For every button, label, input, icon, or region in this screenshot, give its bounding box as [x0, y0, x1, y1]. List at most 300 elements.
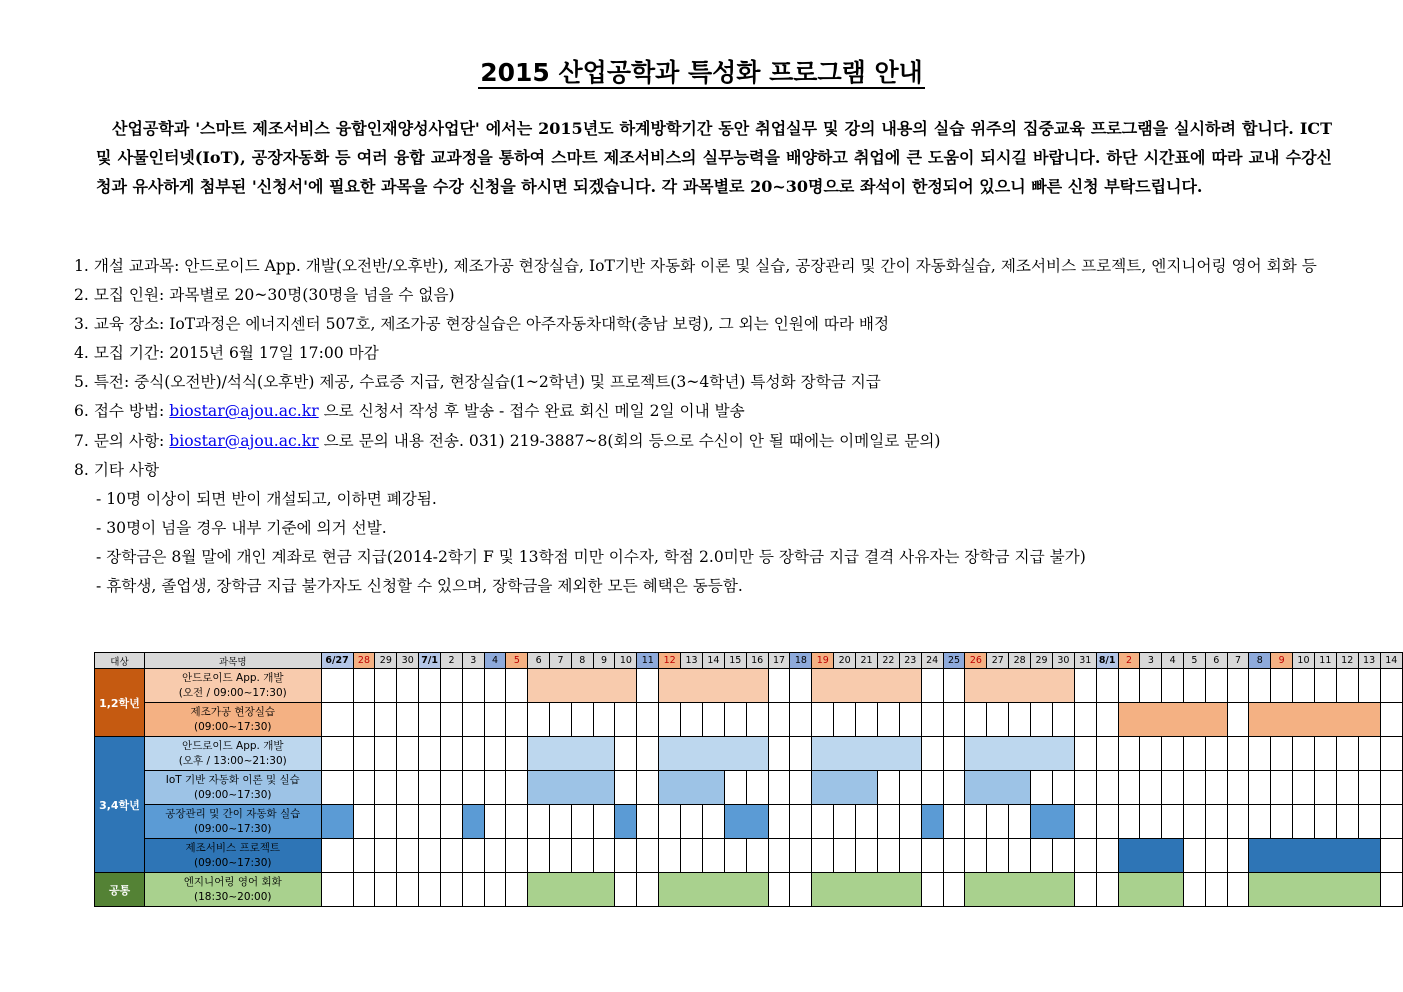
- day-cell: [1227, 703, 1249, 737]
- day-cell: [921, 873, 943, 907]
- schedule-row: [95, 805, 1403, 839]
- course-name-cell: [144, 873, 321, 907]
- day-cell: [943, 669, 965, 703]
- page-title-text: 2015 산업공학과 특성화 프로그램 안내: [480, 58, 923, 87]
- day-cell: [1336, 737, 1358, 771]
- day-cell: [1293, 805, 1315, 839]
- day-cell: [790, 873, 812, 907]
- day-cell: [550, 805, 572, 839]
- day-cell: [615, 737, 637, 771]
- day-cell: [1249, 805, 1271, 839]
- day-header: 4: [484, 653, 506, 669]
- day-cell: [681, 839, 703, 873]
- list-item-etc: 8. 기타 사항: [74, 460, 160, 479]
- session-block: [921, 805, 943, 839]
- day-cell: [1205, 805, 1227, 839]
- day-cell: [1140, 669, 1162, 703]
- day-cell: [856, 805, 878, 839]
- day-cell: [746, 703, 768, 737]
- day-cell: [1293, 669, 1315, 703]
- course-name-cell: [144, 737, 321, 771]
- day-cell: [965, 839, 987, 873]
- day-cell: [768, 771, 790, 805]
- session-block: [965, 771, 1031, 805]
- day-cell: [1314, 737, 1336, 771]
- session-block: [812, 669, 921, 703]
- day-cell: [834, 839, 856, 873]
- session-block: [659, 737, 768, 771]
- day-cell: [462, 771, 484, 805]
- day-cell: [353, 771, 375, 805]
- day-cell: [375, 873, 397, 907]
- day-cell: [702, 703, 724, 737]
- info-list: [74, 252, 1336, 601]
- day-cell: [1205, 873, 1227, 907]
- day-cell: [506, 737, 528, 771]
- day-cell: [1118, 771, 1140, 805]
- session-block: [965, 669, 1074, 703]
- day-cell: [768, 669, 790, 703]
- day-cell: [1031, 839, 1053, 873]
- day-cell: [441, 669, 463, 703]
- day-cell: [1249, 669, 1271, 703]
- session-block: [812, 873, 921, 907]
- day-header: 6: [528, 653, 550, 669]
- session-block: [615, 805, 637, 839]
- session-block: [812, 737, 921, 771]
- day-header: 29: [375, 653, 397, 669]
- day-cell: [593, 703, 615, 737]
- day-header: 3: [1140, 653, 1162, 669]
- course-time: (09:00~17:30): [194, 788, 272, 801]
- day-cell: [724, 839, 746, 873]
- day-header: 7/1: [419, 653, 441, 669]
- day-header: 12: [659, 653, 681, 669]
- session-block: [659, 771, 725, 805]
- day-cell: [877, 703, 899, 737]
- day-cell: [571, 805, 593, 839]
- day-cell: [1380, 669, 1402, 703]
- day-header: 7: [550, 653, 572, 669]
- day-cell: [943, 805, 965, 839]
- day-cell: [1162, 737, 1184, 771]
- day-cell: [1052, 771, 1074, 805]
- day-header: 23: [899, 653, 921, 669]
- day-header: 12: [1336, 653, 1358, 669]
- day-cell: [1184, 873, 1206, 907]
- target-group: 공통: [95, 873, 145, 907]
- day-cell: [321, 669, 353, 703]
- day-cell: [353, 873, 375, 907]
- schedule-row: [95, 839, 1403, 873]
- session-block: [965, 873, 1074, 907]
- day-cell: [1336, 805, 1358, 839]
- session-block: [965, 737, 1074, 771]
- day-cell: [987, 839, 1009, 873]
- day-header: 28: [1009, 653, 1031, 669]
- day-cell: [834, 703, 856, 737]
- day-header: 31: [1074, 653, 1096, 669]
- course-name-cell: [144, 669, 321, 703]
- course-name: 제조서비스 프로젝트: [185, 841, 281, 854]
- day-cell: [462, 669, 484, 703]
- day-cell: [375, 839, 397, 873]
- day-cell: [943, 703, 965, 737]
- day-cell: [768, 873, 790, 907]
- list-item-apply: [74, 397, 1336, 426]
- day-cell: [987, 805, 1009, 839]
- day-header: 7: [1227, 653, 1249, 669]
- day-cell: [441, 805, 463, 839]
- day-cell: [1052, 703, 1074, 737]
- day-cell: [943, 839, 965, 873]
- day-cell: [419, 839, 441, 873]
- day-cell: [746, 839, 768, 873]
- day-cell: [943, 737, 965, 771]
- day-cell: [1293, 737, 1315, 771]
- day-header: 10: [1293, 653, 1315, 669]
- day-cell: [790, 805, 812, 839]
- day-cell: [397, 737, 419, 771]
- day-cell: [1118, 805, 1140, 839]
- list-item-period: 4. 모집 기간: 2015년 6월 17일 17:00 마감: [74, 344, 379, 363]
- course-name: 안드로이드 App. 개발: [181, 671, 284, 684]
- day-cell: [1140, 771, 1162, 805]
- day-cell: [321, 737, 353, 771]
- day-cell: [659, 703, 681, 737]
- day-cell: [702, 839, 724, 873]
- list-item-capacity: 2. 모집 인원: 과목별로 20~30명(30명을 넘을 수 없음): [74, 286, 455, 305]
- day-cell: [1096, 805, 1118, 839]
- inquiry-prefix: 7. 문의 사항:: [74, 431, 170, 450]
- day-cell: [1380, 873, 1402, 907]
- day-cell: [1358, 805, 1380, 839]
- day-cell: [353, 669, 375, 703]
- day-cell: [441, 873, 463, 907]
- day-cell: [419, 703, 441, 737]
- course-name-cell: [144, 703, 321, 737]
- day-cell: [637, 703, 659, 737]
- note-item: - 10명 이상이 되면 반이 개설되고, 이하면 폐강됨.: [96, 489, 437, 508]
- course-time: (09:00~17:30): [194, 720, 272, 733]
- note-item: - 휴학생, 졸업생, 장학금 지급 불가자도 신청할 수 있으며, 장학금을 제외한 모든 혜택은 동등함.: [96, 577, 743, 596]
- day-cell: [659, 839, 681, 873]
- day-header: 8: [1249, 653, 1271, 669]
- session-block: [528, 873, 615, 907]
- day-cell: [1096, 771, 1118, 805]
- day-cell: [571, 839, 593, 873]
- day-header: 17: [768, 653, 790, 669]
- intro-paragraph: 산업공학과 '스마트 제조서비스 융합인재양성사업단' 에서는 2015년도 하계방학기간 동안 취업실무 및 강의 내용의 실습 위주의 집중교육 프로그램을 실시하려 합니다. ICT 및 사물인터넷(IoT), 공장자동화 등 여러 융합 교과정을 통하여 스마트 제조서비스의 실무능력을 배양하고 취업에 큰 도움이 되시길 바랍니다. 하단 시간표에 따라 교내 수강신청과 유사하게 첨부된 '신청서'에 필요한 과목을 수강 신청을 하시면 되겠습니다. 각 과목별로 20~30명으로 좌석이 한정되어 있으니 빠른 신청 부탁드립니다.: [96, 119, 1332, 196]
- day-cell: [812, 805, 834, 839]
- day-cell: [375, 737, 397, 771]
- day-cell: [637, 839, 659, 873]
- day-cell: [724, 703, 746, 737]
- day-cell: [615, 839, 637, 873]
- day-cell: [1380, 771, 1402, 805]
- day-cell: [790, 771, 812, 805]
- day-cell: [1249, 737, 1271, 771]
- day-cell: [419, 737, 441, 771]
- day-cell: [943, 771, 965, 805]
- session-block: [462, 805, 484, 839]
- day-cell: [528, 805, 550, 839]
- day-cell: [419, 873, 441, 907]
- day-cell: [1074, 839, 1096, 873]
- schedule-row: [95, 737, 1403, 771]
- day-cell: [1227, 669, 1249, 703]
- day-cell: [441, 771, 463, 805]
- day-cell: [877, 771, 899, 805]
- course-time: (18:30~20:00): [194, 890, 272, 903]
- day-cell: [1205, 839, 1227, 873]
- day-cell: [1184, 771, 1206, 805]
- apply-email-link[interactable]: biostar@ajou.ac.kr: [169, 402, 319, 421]
- day-cell: [746, 771, 768, 805]
- course-name: 안드로이드 App. 개발: [181, 739, 284, 752]
- day-cell: [1227, 771, 1249, 805]
- day-cell: [419, 669, 441, 703]
- inquiry-suffix: 으로 문의 내용 전송. 031) 219-3887~8(회의 등으로 수신이 안 될 때에는 이메일로 문의): [318, 431, 941, 450]
- day-cell: [1336, 669, 1358, 703]
- day-cell: [921, 703, 943, 737]
- day-cell: [987, 703, 1009, 737]
- day-cell: [506, 703, 528, 737]
- day-cell: [419, 805, 441, 839]
- day-cell: [1074, 805, 1096, 839]
- session-block: [1249, 703, 1380, 737]
- session-block: [528, 771, 615, 805]
- day-cell: [484, 703, 506, 737]
- day-cell: [877, 805, 899, 839]
- day-header: 15: [724, 653, 746, 669]
- day-cell: [1096, 703, 1118, 737]
- day-header: 2: [1118, 653, 1140, 669]
- course-time: (09:00~17:30): [194, 856, 272, 869]
- day-cell: [1074, 737, 1096, 771]
- inquiry-email-link[interactable]: biostar@ajou.ac.kr: [169, 431, 319, 450]
- day-cell: [462, 737, 484, 771]
- day-header: 19: [812, 653, 834, 669]
- day-cell: [1380, 839, 1402, 873]
- page-title: [0, 56, 1403, 90]
- day-cell: [768, 805, 790, 839]
- schedule-row: [95, 703, 1403, 737]
- day-cell: [397, 703, 419, 737]
- day-header: 29: [1031, 653, 1053, 669]
- day-cell: [1052, 839, 1074, 873]
- session-block: [321, 805, 353, 839]
- day-cell: [899, 703, 921, 737]
- course-name-cell: [144, 771, 321, 805]
- day-cell: [768, 737, 790, 771]
- day-header: 30: [397, 653, 419, 669]
- day-header: 8: [571, 653, 593, 669]
- day-cell: [1271, 771, 1293, 805]
- day-cell: [397, 771, 419, 805]
- day-cell: [1271, 805, 1293, 839]
- day-cell: [1140, 737, 1162, 771]
- header-target: 대상: [95, 653, 145, 669]
- apply-prefix: 6. 접수 방법:: [74, 402, 170, 421]
- day-header: 28: [353, 653, 375, 669]
- day-cell: [506, 805, 528, 839]
- session-block: [1031, 805, 1075, 839]
- list-item-location: 3. 교육 장소: IoT과정은 에너지센터 507호, 제조가공 현장실습은 아주자동차대학(충남 보령), 그 외는 인원에 따라 배정: [74, 315, 890, 334]
- session-block: [1118, 873, 1183, 907]
- day-cell: [484, 669, 506, 703]
- day-header: 11: [1314, 653, 1336, 669]
- day-cell: [1162, 771, 1184, 805]
- day-cell: [528, 703, 550, 737]
- day-header: 27: [987, 653, 1009, 669]
- day-cell: [615, 771, 637, 805]
- day-cell: [1009, 703, 1031, 737]
- day-cell: [856, 839, 878, 873]
- day-cell: [353, 839, 375, 873]
- day-cell: [353, 703, 375, 737]
- day-cell: [1184, 839, 1206, 873]
- session-block: [1249, 873, 1380, 907]
- day-cell: [1227, 839, 1249, 873]
- day-cell: [397, 669, 419, 703]
- day-cell: [1271, 737, 1293, 771]
- day-cell: [1184, 669, 1206, 703]
- schedule-table: [94, 652, 1403, 907]
- day-cell: [856, 703, 878, 737]
- schedule-header-row: [95, 653, 1403, 669]
- day-cell: [702, 805, 724, 839]
- day-header: 25: [943, 653, 965, 669]
- day-cell: [1336, 771, 1358, 805]
- day-cell: [484, 839, 506, 873]
- day-cell: [1031, 703, 1053, 737]
- day-cell: [353, 805, 375, 839]
- day-cell: [484, 737, 506, 771]
- day-cell: [1162, 805, 1184, 839]
- day-header: 5: [1184, 653, 1206, 669]
- day-cell: [462, 873, 484, 907]
- day-cell: [1358, 669, 1380, 703]
- day-cell: [375, 669, 397, 703]
- day-cell: [593, 839, 615, 873]
- schedule-row: [95, 771, 1403, 805]
- day-header: 26: [965, 653, 987, 669]
- day-cell: [1009, 805, 1031, 839]
- day-cell: [790, 839, 812, 873]
- day-cell: [1380, 737, 1402, 771]
- course-name: 엔지니어링 영어 회화: [183, 875, 282, 888]
- day-cell: [1118, 669, 1140, 703]
- day-cell: [681, 805, 703, 839]
- day-header: 10: [615, 653, 637, 669]
- schedule-row: [95, 873, 1403, 907]
- day-cell: [1118, 737, 1140, 771]
- day-cell: [637, 669, 659, 703]
- day-header: 6/27: [321, 653, 353, 669]
- session-block: [659, 873, 768, 907]
- day-cell: [615, 703, 637, 737]
- day-header: 11: [637, 653, 659, 669]
- day-header: 6: [1205, 653, 1227, 669]
- day-cell: [1227, 873, 1249, 907]
- day-cell: [943, 873, 965, 907]
- day-cell: [375, 771, 397, 805]
- day-cell: [397, 839, 419, 873]
- day-cell: [550, 839, 572, 873]
- day-cell: [441, 737, 463, 771]
- day-cell: [441, 839, 463, 873]
- day-cell: [1293, 771, 1315, 805]
- day-cell: [1074, 873, 1096, 907]
- day-cell: [1227, 805, 1249, 839]
- day-cell: [637, 771, 659, 805]
- day-cell: [397, 873, 419, 907]
- target-group: 3,4학년: [95, 737, 145, 873]
- day-header: 16: [746, 653, 768, 669]
- day-cell: [637, 737, 659, 771]
- session-block: [528, 737, 615, 771]
- course-time: (오전 / 09:00~17:30): [178, 686, 287, 699]
- day-cell: [921, 669, 943, 703]
- session-block: [812, 771, 878, 805]
- day-cell: [1074, 669, 1096, 703]
- day-cell: [397, 805, 419, 839]
- list-item-inquiry: [74, 427, 1336, 456]
- day-cell: [1184, 737, 1206, 771]
- day-cell: [899, 771, 921, 805]
- day-cell: [724, 771, 746, 805]
- day-cell: [1249, 771, 1271, 805]
- schedule-row: [95, 669, 1403, 703]
- course-name: IoT 기반 자동화 이론 및 실습: [165, 773, 300, 786]
- session-block: [1118, 703, 1227, 737]
- day-header: 30: [1052, 653, 1074, 669]
- day-cell: [321, 873, 353, 907]
- day-cell: [1205, 669, 1227, 703]
- day-cell: [812, 839, 834, 873]
- day-cell: [1227, 737, 1249, 771]
- day-header: 18: [790, 653, 812, 669]
- day-cell: [921, 771, 943, 805]
- day-cell: [790, 669, 812, 703]
- day-cell: [1314, 805, 1336, 839]
- session-block: [1249, 839, 1380, 873]
- day-cell: [484, 873, 506, 907]
- day-cell: [484, 771, 506, 805]
- day-cell: [528, 839, 550, 873]
- day-header: 21: [856, 653, 878, 669]
- day-cell: [1096, 873, 1118, 907]
- day-cell: [834, 805, 856, 839]
- day-cell: [550, 703, 572, 737]
- day-cell: [441, 703, 463, 737]
- day-cell: [353, 737, 375, 771]
- day-cell: [921, 737, 943, 771]
- day-cell: [965, 805, 987, 839]
- day-cell: [1031, 771, 1053, 805]
- target-group: 1,2학년: [95, 669, 145, 737]
- day-header: 9: [593, 653, 615, 669]
- day-cell: [506, 873, 528, 907]
- day-cell: [790, 737, 812, 771]
- day-header: 5: [506, 653, 528, 669]
- day-cell: [571, 703, 593, 737]
- day-cell: [1162, 669, 1184, 703]
- day-cell: [506, 839, 528, 873]
- note-item: - 장학금은 8월 말에 개인 계좌로 현금 지급(2014-2학기 F 및 13학점 미만 이수자, 학점 2.0미만 등 장학금 지급 결격 사유자는 장학금 지급 불가): [96, 547, 1086, 566]
- day-cell: [1096, 737, 1118, 771]
